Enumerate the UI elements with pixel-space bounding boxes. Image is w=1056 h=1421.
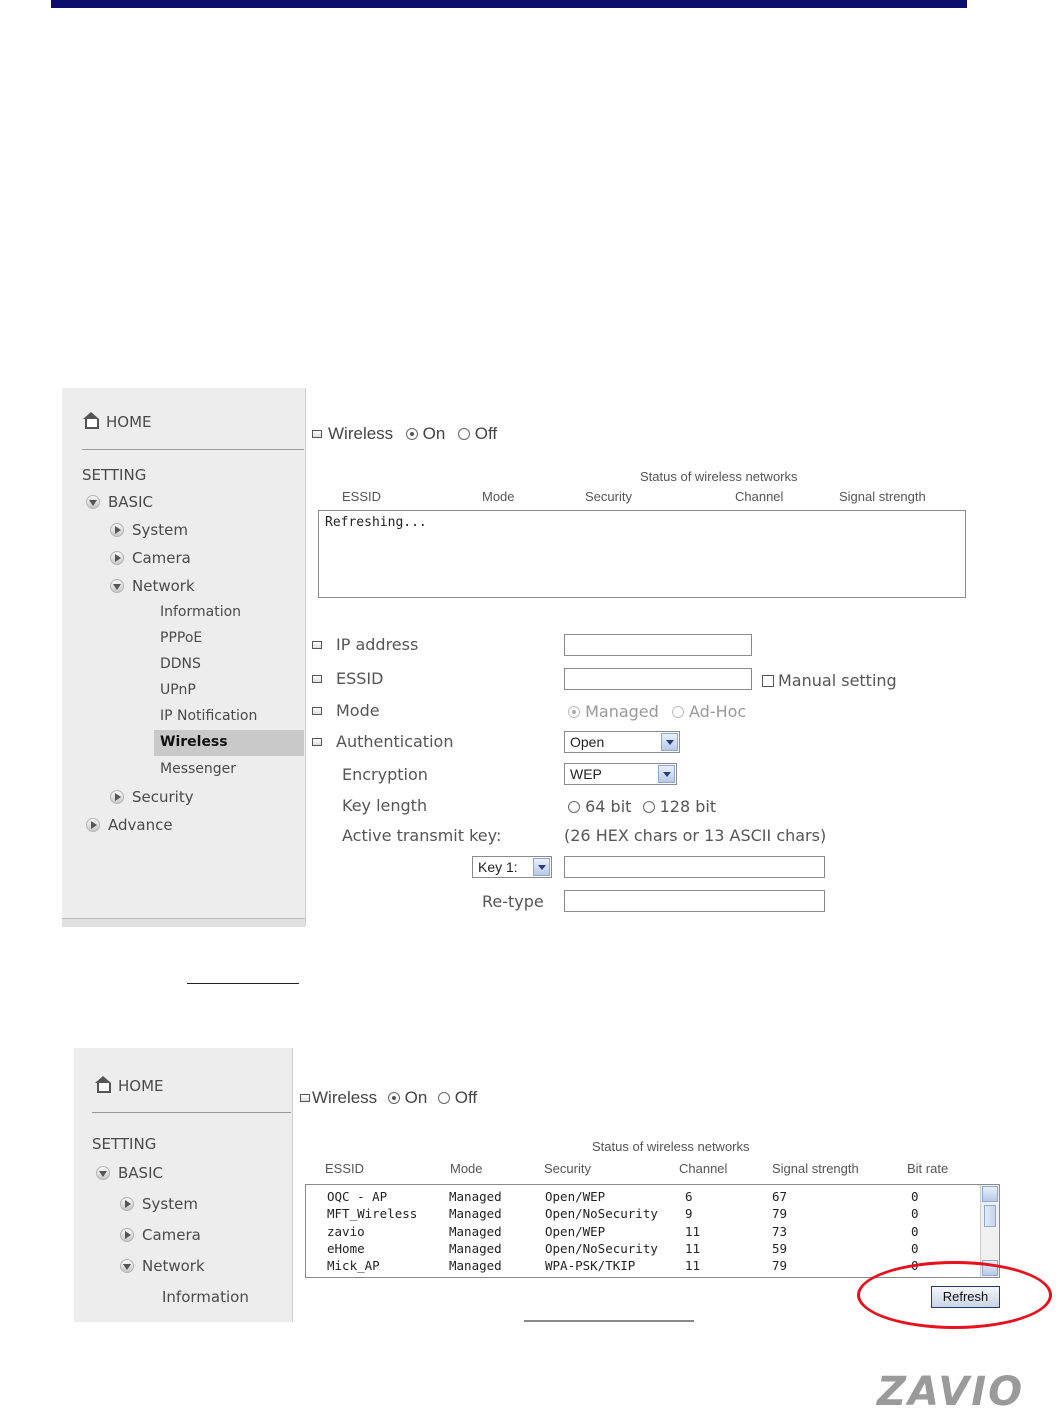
key-length-label: Key length	[342, 796, 428, 815]
encryption-label: Encryption	[342, 765, 428, 784]
sidebar-divider	[92, 1112, 291, 1113]
column-mode: Mode	[482, 489, 515, 504]
wireless-settings-screenshot	[62, 388, 966, 926]
sidebar-item-camera[interactable]: Camera	[110, 549, 191, 567]
retype-input[interactable]	[564, 890, 825, 912]
column-mode: Mode	[450, 1161, 483, 1176]
key-length-radio-group: 64 bit 128 bit	[568, 797, 716, 816]
zavio-logo: ZAVIO	[877, 1369, 1025, 1415]
key-hint-text: (26 HEX chars or 13 ASCII chars)	[564, 826, 827, 845]
column-signal-strength: Signal strength	[839, 489, 926, 504]
collapsed-arrow-icon	[110, 790, 124, 804]
sidebar-item-information[interactable]: Information	[160, 604, 242, 620]
sidebar-item-security[interactable]: Security	[110, 788, 194, 806]
sidebar-item-system[interactable]: System	[120, 1195, 198, 1213]
mode-radio-group: Managed Ad-Hoc	[568, 702, 746, 721]
column-channel: Channel	[679, 1161, 728, 1176]
expanded-arrow-icon	[86, 495, 100, 509]
chevron-down-icon[interactable]	[533, 858, 550, 876]
table-row[interactable]: MFT_Wireless Managed Open/NoSecurity 9 79 0	[327, 1206, 919, 1221]
wireless-toggle-row: Wireless On Off	[312, 424, 497, 444]
refresh-button[interactable]: Refresh	[931, 1286, 1000, 1308]
wireless-networks-list[interactable]	[305, 1184, 1000, 1278]
mode-label: Mode	[312, 701, 380, 720]
collapsed-arrow-icon	[110, 551, 124, 565]
underline-divider	[187, 983, 299, 984]
sidebar-horizontal-scrollbar[interactable]	[62, 918, 305, 927]
status-title: Status of wireless networks	[592, 1139, 750, 1154]
wireless-on-radio[interactable]	[388, 1092, 400, 1104]
bullet-icon	[312, 430, 322, 438]
sidebar-item-wireless[interactable]: Wireless	[160, 734, 228, 750]
table-row[interactable]: eHome Managed Open/NoSecurity 11 59 0	[327, 1241, 919, 1256]
key-select[interactable]: Key 1:	[472, 856, 552, 878]
essid-input[interactable]	[564, 668, 752, 690]
sidebar-item-network[interactable]: Network	[110, 577, 195, 595]
column-essid: ESSID	[342, 489, 382, 504]
retype-label: Re-type	[482, 892, 544, 911]
home-icon	[82, 412, 100, 428]
expanded-arrow-icon	[96, 1166, 110, 1180]
bullet-icon	[312, 707, 322, 715]
refreshing-text: Refreshing...	[325, 515, 427, 530]
partial-input-field	[524, 1320, 694, 1322]
key-input[interactable]	[564, 856, 825, 878]
authentication-select[interactable]: Open	[564, 731, 680, 753]
table-row[interactable]: zavio Managed Open/WEP 11 73 0	[327, 1224, 919, 1239]
home-icon	[94, 1076, 112, 1092]
bullet-icon	[312, 675, 322, 683]
sidebar-item-information[interactable]: Information	[162, 1288, 249, 1306]
sidebar-setting-heading: SETTING	[92, 1135, 157, 1153]
collapsed-arrow-icon	[120, 1228, 134, 1242]
sidebar-item-system[interactable]: System	[110, 521, 188, 539]
collapsed-arrow-icon	[86, 818, 100, 832]
sidebar-item-upnp[interactable]: UPnP	[160, 682, 196, 698]
refresh-highlight-circle	[857, 1261, 1052, 1329]
sidebar	[62, 388, 306, 926]
64bit-radio[interactable]	[568, 801, 580, 813]
ip-address-input[interactable]	[564, 634, 752, 656]
ip-address-label: IP address	[312, 635, 418, 654]
bullet-icon	[300, 1094, 310, 1102]
column-bit-rate: Bit rate	[907, 1161, 949, 1176]
expanded-arrow-icon	[120, 1259, 134, 1273]
128bit-radio[interactable]	[643, 801, 655, 813]
wireless-on-radio[interactable]	[406, 428, 418, 440]
collapsed-arrow-icon	[110, 523, 124, 537]
adhoc-radio[interactable]	[672, 706, 684, 718]
sidebar-item-network[interactable]: Network	[120, 1257, 205, 1275]
header-bar	[51, 0, 967, 8]
managed-radio[interactable]	[568, 706, 580, 718]
sidebar-item-basic[interactable]: BASIC	[96, 1164, 163, 1182]
wireless-off-radio[interactable]	[438, 1092, 450, 1104]
active-transmit-key-label: Active transmit key:	[342, 826, 502, 845]
manual-setting-checkbox-row[interactable]: Manual setting	[762, 671, 897, 690]
expanded-arrow-icon	[110, 579, 124, 593]
table-row[interactable]: Mick_AP Managed WPA-PSK/TKIP 11 79 0	[327, 1258, 919, 1273]
sidebar	[74, 1048, 293, 1322]
sidebar-divider	[82, 449, 304, 450]
wireless-networks-list[interactable]	[318, 510, 966, 598]
chevron-down-icon[interactable]	[661, 733, 678, 751]
status-title: Status of wireless networks	[640, 469, 798, 484]
essid-label: ESSID	[312, 669, 383, 688]
column-channel: Channel	[735, 489, 784, 504]
scroll-up-icon[interactable]	[982, 1186, 998, 1202]
sidebar-item-camera[interactable]: Camera	[120, 1226, 201, 1244]
bullet-icon	[312, 641, 322, 649]
wireless-toggle-row: Wireless On Off	[300, 1088, 477, 1108]
bullet-icon	[312, 738, 322, 746]
sidebar-home[interactable]: HOME	[94, 1076, 164, 1095]
encryption-select[interactable]: WEP	[564, 763, 677, 785]
column-signal-strength: Signal strength	[772, 1161, 859, 1176]
column-security: Security	[544, 1161, 591, 1176]
sidebar-item-ddns[interactable]: DDNS	[160, 656, 201, 672]
column-security: Security	[585, 489, 632, 504]
table-row[interactable]: OQC - AP Managed Open/WEP 6 67 0	[327, 1189, 919, 1204]
sidebar-item-advance[interactable]: Advance	[86, 816, 173, 834]
wireless-off-radio[interactable]	[458, 428, 470, 440]
sidebar-item-pppoe[interactable]: PPPoE	[160, 630, 203, 646]
chevron-down-icon[interactable]	[658, 765, 675, 783]
scroll-thumb[interactable]	[984, 1205, 996, 1227]
sidebar-home[interactable]: HOME	[82, 412, 152, 431]
authentication-label: Authentication	[312, 732, 453, 751]
sidebar-setting-heading: SETTING	[82, 466, 147, 484]
collapsed-arrow-icon	[120, 1197, 134, 1211]
sidebar-item-basic[interactable]: BASIC	[86, 493, 153, 511]
sidebar-item-ip-notification[interactable]: IP Notification	[160, 708, 258, 724]
sidebar-item-messenger[interactable]: Messenger	[160, 761, 237, 777]
manual-setting-checkbox[interactable]	[762, 675, 774, 687]
column-essid: ESSID	[325, 1161, 365, 1176]
